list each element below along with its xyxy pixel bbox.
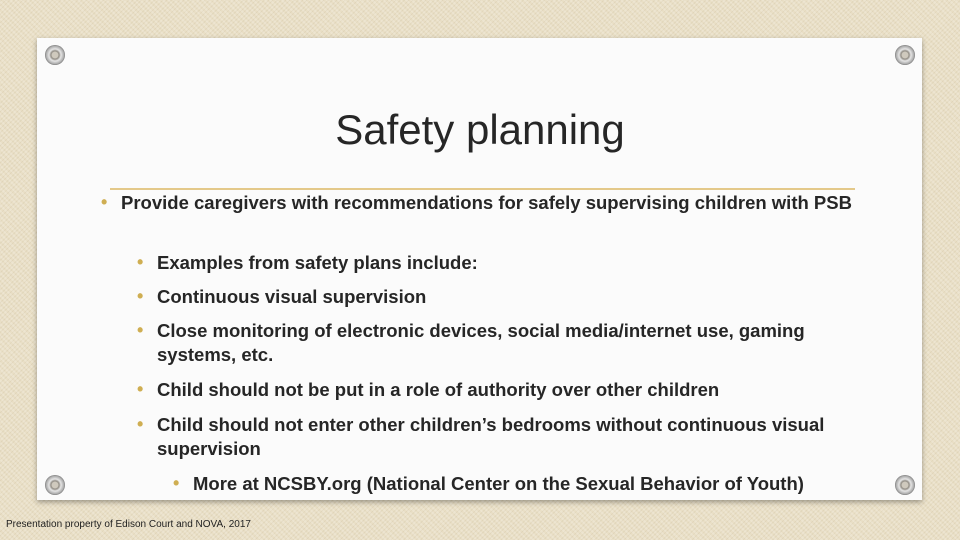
grommet-icon	[895, 45, 915, 65]
bullet-level3: • More at NCSBY.org (National Center on the Sexual Behavior of Youth)	[173, 473, 804, 494]
bullet-level2: • Continuous visual supervision	[137, 286, 427, 307]
footer-credit: Presentation property of Edison Court and NOVA, 2017	[6, 519, 251, 530]
title-divider	[110, 188, 855, 190]
bullet-level2: • Close monitoring of electronic devices, social media/internet use, gaming systems, etc.	[137, 320, 805, 365]
grommet-icon	[45, 475, 65, 495]
bullet-icon: •	[101, 192, 108, 212]
bullet-icon: •	[137, 320, 144, 340]
bullet-icon: •	[137, 379, 144, 399]
bullet-icon: •	[137, 414, 144, 434]
bullet-level2: • Child should not enter other children’s bedrooms without continuous visual supervision	[137, 414, 825, 459]
slide-title: Safety planning	[335, 106, 625, 153]
bullet-icon: •	[173, 473, 180, 493]
bullet-level2: • Child should not be put in a role of authority over other children	[137, 379, 720, 400]
grommet-icon	[45, 45, 65, 65]
bullet-icon: •	[137, 252, 144, 272]
bullet-level2: • Examples from safety plans include:	[137, 252, 478, 273]
grommet-icon	[895, 475, 915, 495]
bullet-level1: • Provide caregivers with recommendations for safely supervising children with PSB	[101, 192, 852, 213]
bullet-icon: •	[137, 286, 144, 306]
